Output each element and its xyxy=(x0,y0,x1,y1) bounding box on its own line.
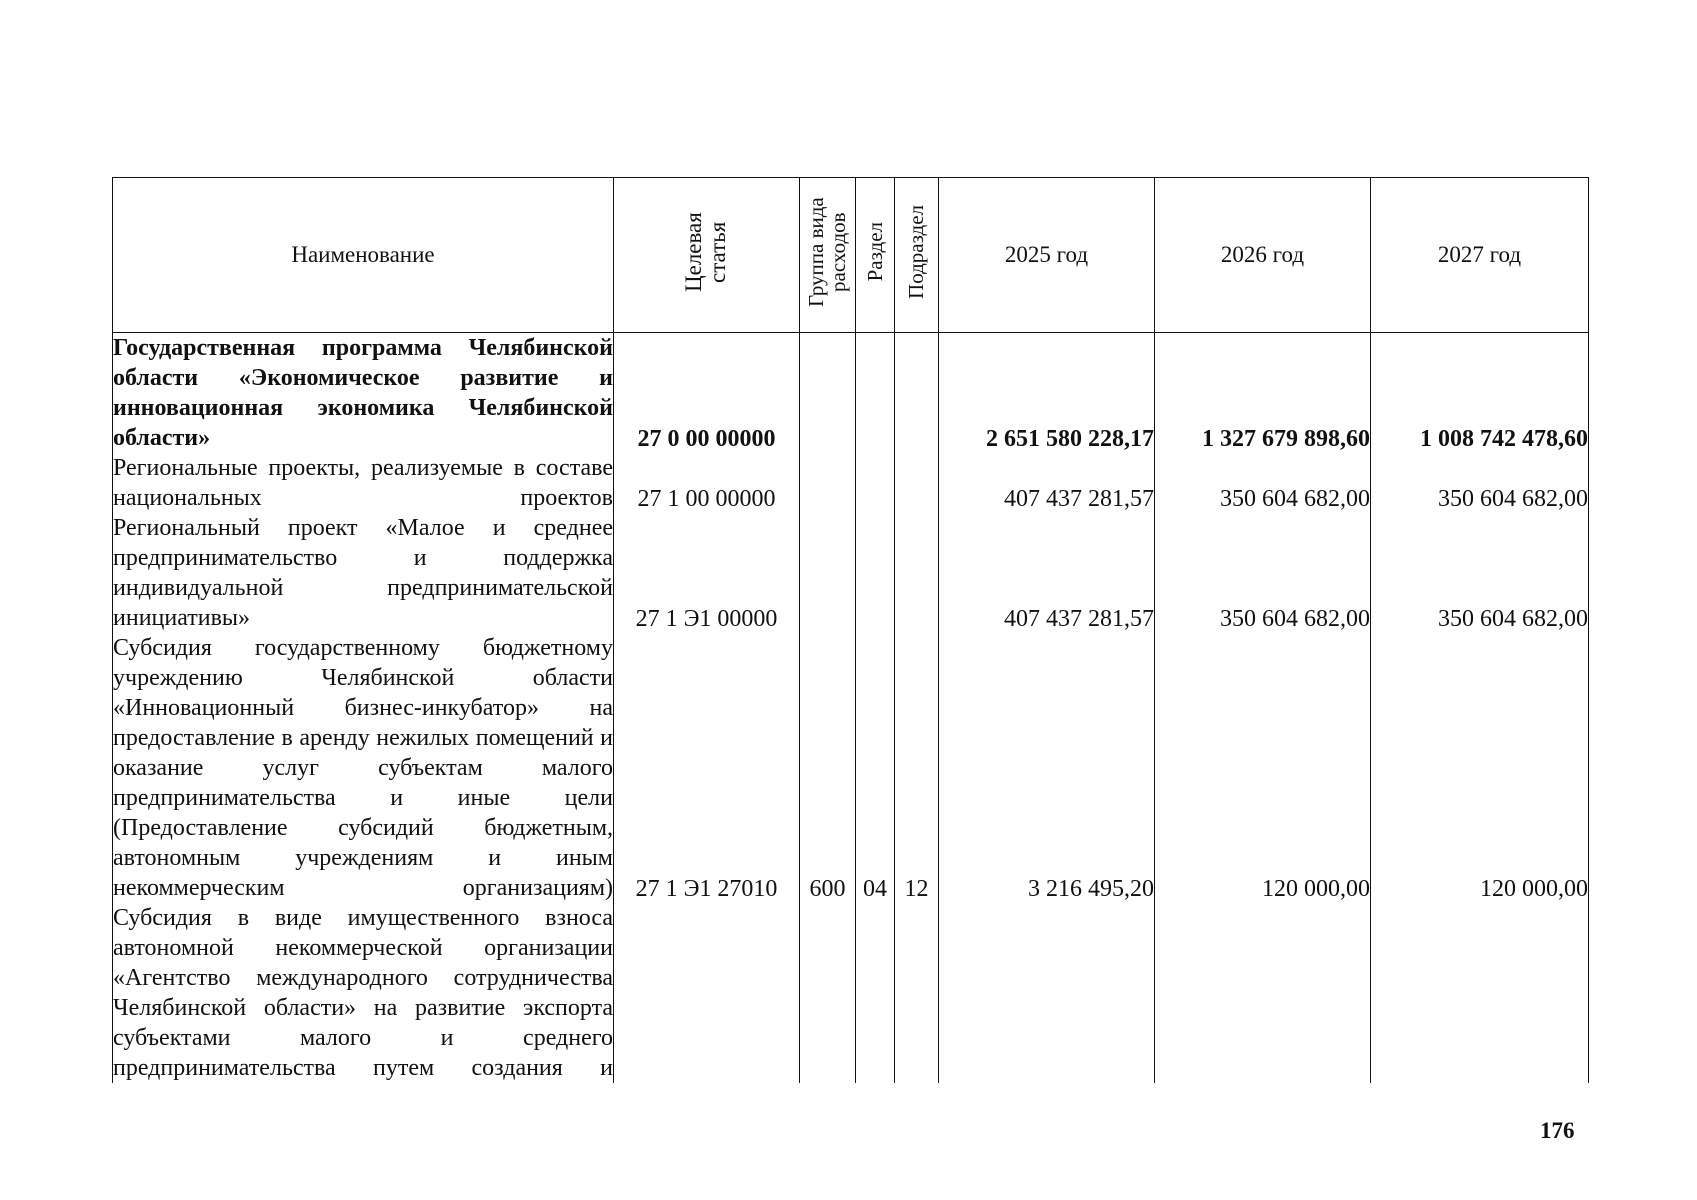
header-2026: 2026 год xyxy=(1155,178,1371,333)
row-subsection: 12 xyxy=(895,633,939,903)
row-amount-2027: 350 604 682,00 xyxy=(1371,513,1589,633)
row-target-article: 27 1 00 00000 xyxy=(614,453,800,513)
header-2025: 2025 год xyxy=(939,178,1155,333)
row-section xyxy=(856,513,895,633)
row-amount-2027: 1 008 742 478,60 xyxy=(1371,333,1589,454)
table-row xyxy=(113,633,1589,903)
table-row xyxy=(113,513,1589,633)
row-target-article: 27 0 00 00000 xyxy=(614,333,800,454)
table-row xyxy=(113,453,1589,513)
row-subsection xyxy=(895,513,939,633)
table-row xyxy=(113,903,1589,1083)
row-amount-2026: 120 000,00 xyxy=(1155,633,1371,903)
row-subsection xyxy=(895,333,939,454)
row-name: Субсидия государственному бюджетному учреждению Челябинской области «Инновационный бизнес-инкубатор» на предоставление в аренду нежилых помещений и оказание услуг субъектам малого предпринимательства и иные цели (Предоставление субсидий бюджетным, автономным учреждениям и иным некоммерческим организациям) xyxy=(113,635,613,901)
row-expense-group: 600 xyxy=(800,633,856,903)
row-amount-2025: 2 651 580 228,17 xyxy=(939,333,1155,454)
row-section xyxy=(856,453,895,513)
row-section xyxy=(856,333,895,454)
row-expense-group xyxy=(800,333,856,454)
row-amount-2025: 407 437 281,57 xyxy=(939,453,1155,513)
header-section: Раздел xyxy=(856,178,895,333)
row-amount-2025: 407 437 281,57 xyxy=(939,513,1155,633)
header-name: Наименование xyxy=(113,178,614,333)
row-amount-2025: 3 216 495,20 xyxy=(939,633,1155,903)
header-2027: 2027 год xyxy=(1371,178,1589,333)
row-amount-2026: 1 327 679 898,60 xyxy=(1155,333,1371,454)
row-amount-2027: 350 604 682,00 xyxy=(1371,453,1589,513)
row-expense-group xyxy=(800,513,856,633)
header-subsection: Подраздел xyxy=(895,178,939,333)
row-name: Региональный проект «Малое и среднее предпринимательство и поддержка индивидуальной предпринимательской инициативы» xyxy=(113,515,613,631)
header-row xyxy=(113,178,1589,333)
header-target-article: Целевая статья xyxy=(614,178,800,333)
row-amount-2026: 350 604 682,00 xyxy=(1155,513,1371,633)
row-name: Государственная программа Челябинской области «Экономическое развитие и инновационная экономика Челябинской области» xyxy=(113,333,614,454)
row-subsection xyxy=(895,453,939,513)
row-section: 04 xyxy=(856,633,895,903)
row-name: Региональные проекты, реализуемые в составе национальных проектов xyxy=(113,455,613,511)
row-expense-group xyxy=(800,453,856,513)
table-row xyxy=(113,333,1589,454)
row-amount-2027: 120 000,00 xyxy=(1371,633,1589,903)
header-expense-group: Группа вида расходов xyxy=(800,178,856,333)
row-name: Субсидия в виде имущественного взноса автономной некоммерческой организации «Агентство международного сотрудничества Челябинской области» на развитие экспорта субъектами малого и среднего предпринимательства путем создания и xyxy=(113,905,613,1081)
budget-table xyxy=(112,177,1589,1083)
row-target-article: 27 1 Э1 00000 xyxy=(614,513,800,633)
row-amount-2026: 350 604 682,00 xyxy=(1155,453,1371,513)
row-target-article: 27 1 Э1 27010 xyxy=(614,633,800,903)
page-number: 176 xyxy=(1540,1118,1575,1143)
